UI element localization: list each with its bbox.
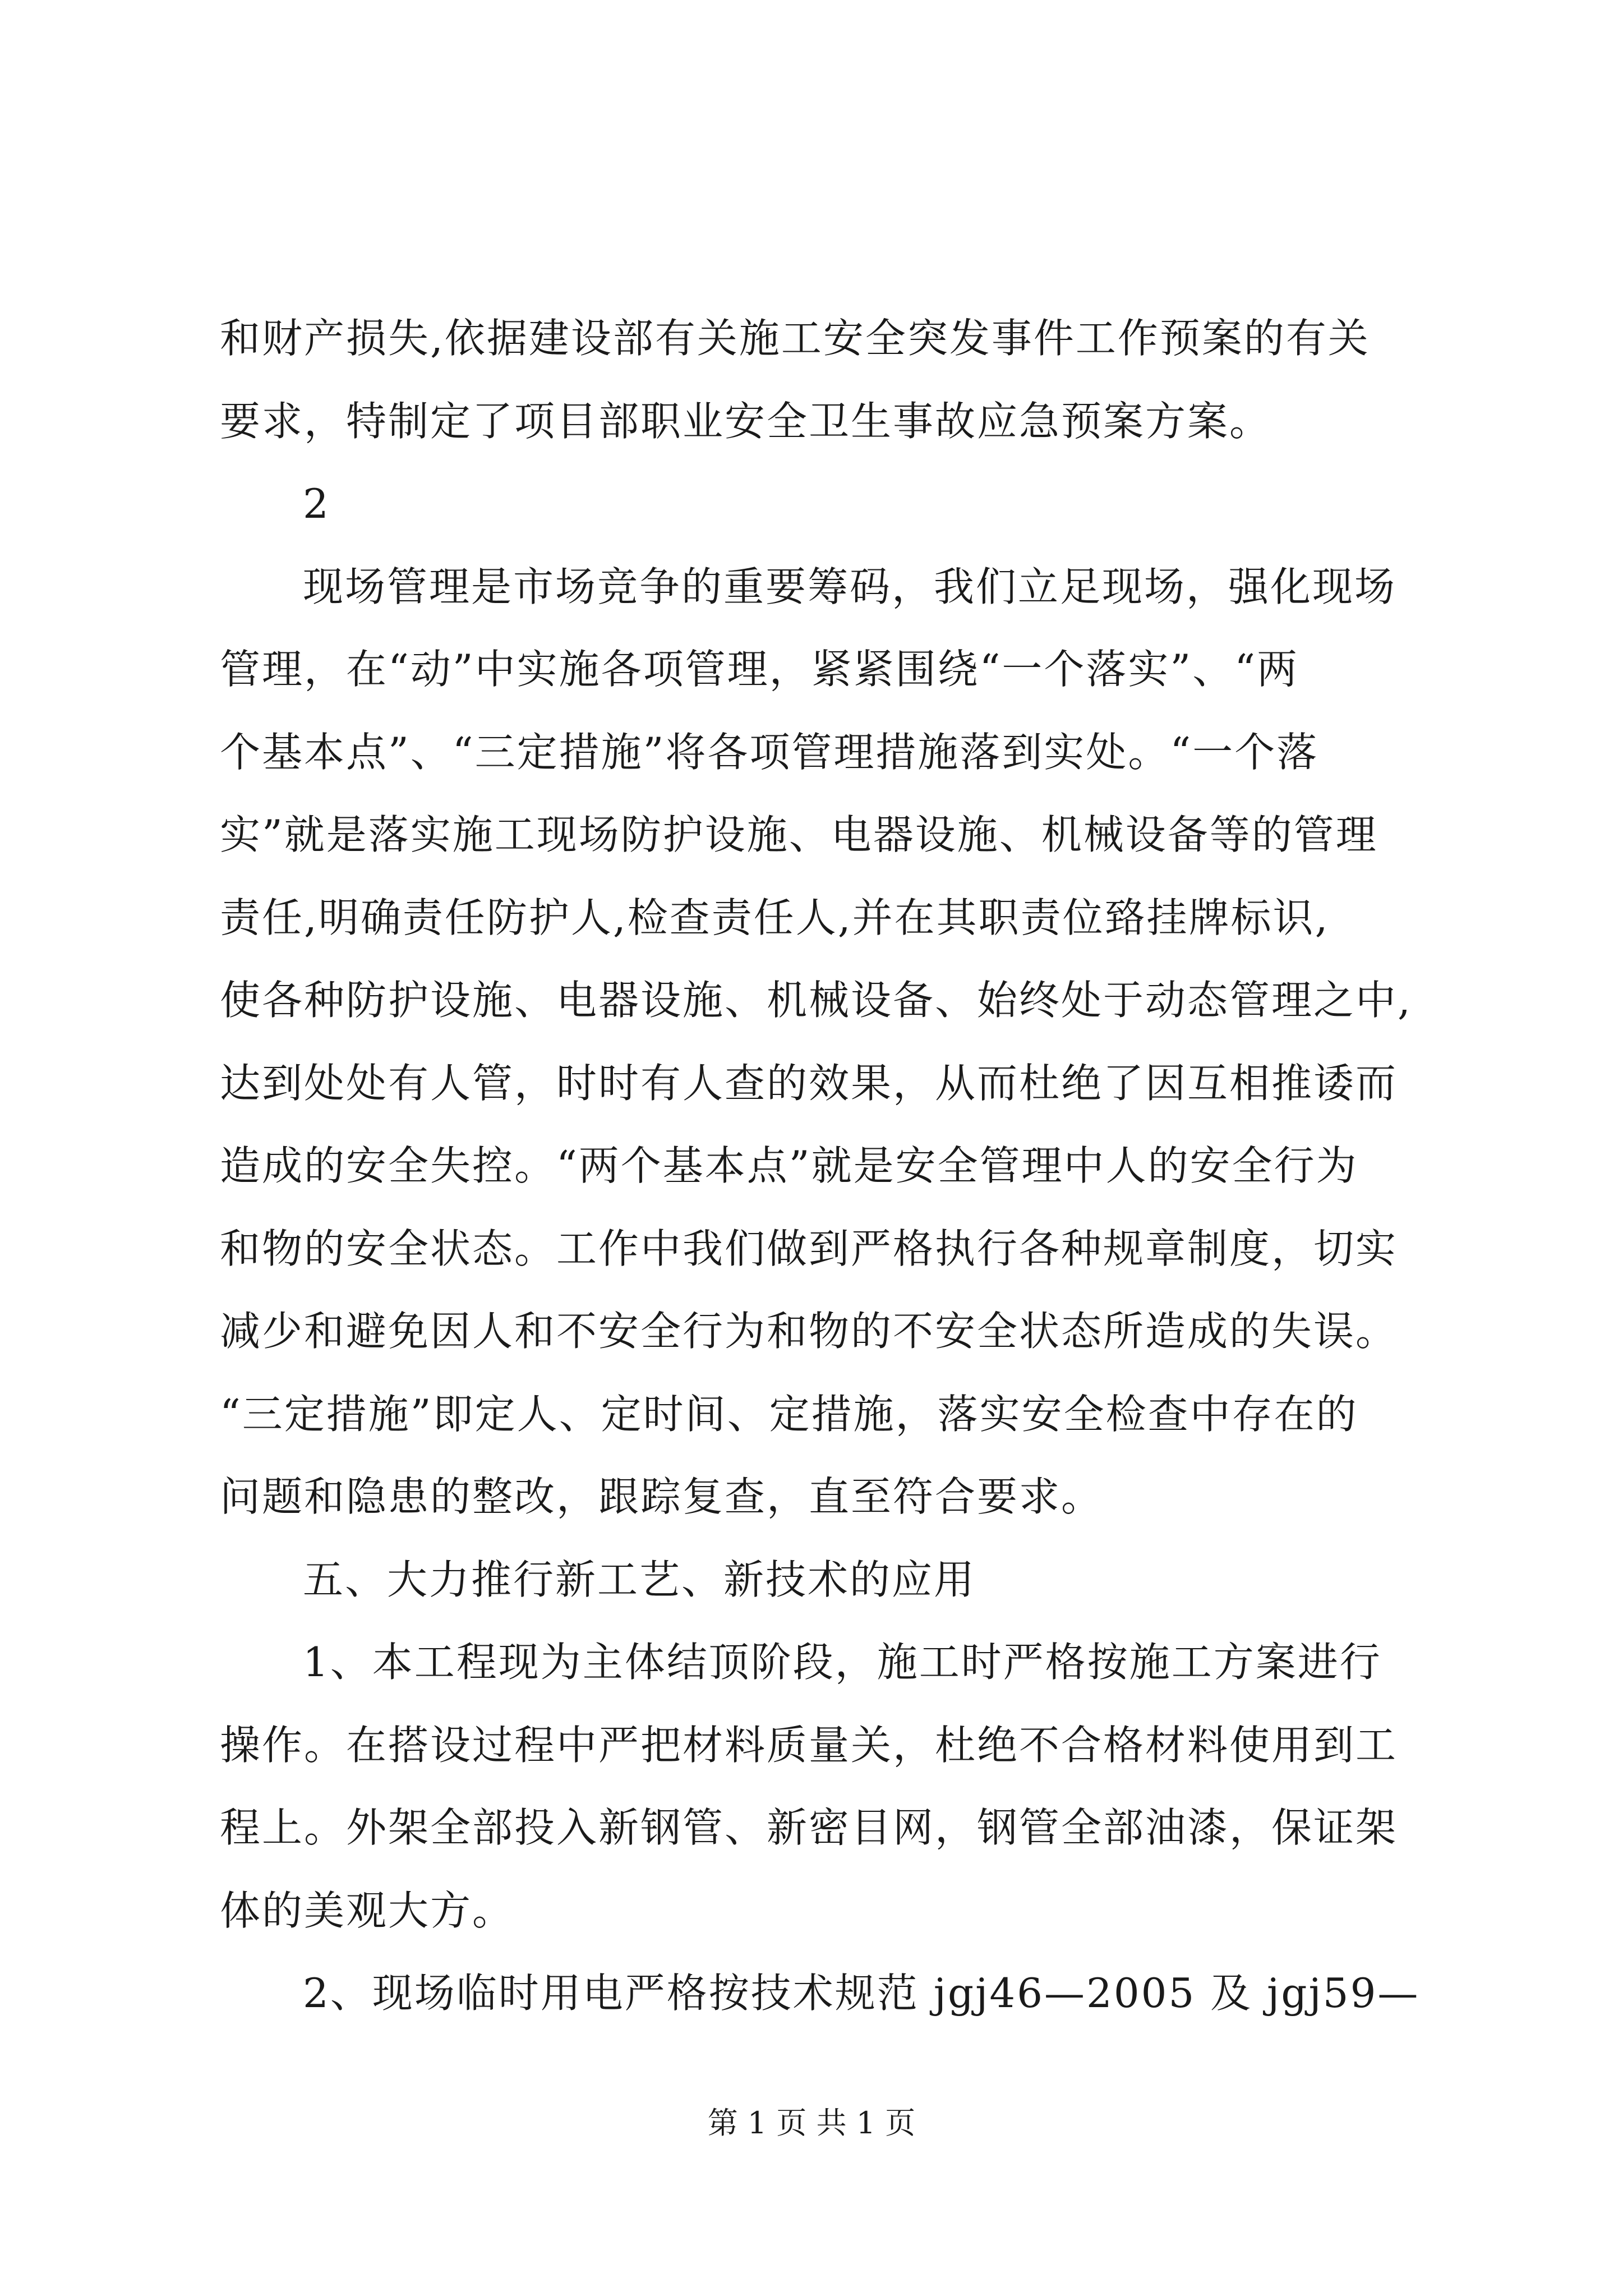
- text-line: 造成的安全失控。“两个基本点”就是安全管理中人的安全行为: [220, 1142, 1358, 1189]
- text-line: 个基本点”、“三定措施”将各项管理措施落到实处。“一个落: [220, 729, 1319, 776]
- text-line: 程上。外架全部投入新钢管、新密目网，钢管全部油漆，保证架: [220, 1804, 1398, 1851]
- paragraph-start-line: 2、现场临时用电严格按技术规范 jgj46—2005 及 jgj59—: [303, 1970, 1420, 2017]
- text-line: 使各种防护设施、电器设施、机械设备、始终处于动态管理之中,: [220, 977, 1412, 1024]
- text-line: 管理，在“动”中实施各项管理，紧紧围绕“一个落实”、“两: [220, 646, 1299, 693]
- text-line: 达到处处有人管，时时有人查的效果，从而杜绝了因互相推诿而: [220, 1060, 1398, 1107]
- text-line: 和财产损失,依据建设部有关施工安全突发事件工作预案的有关: [220, 315, 1370, 362]
- text-line: 减少和避免因人和不安全行为和物的不安全状态所造成的失误。: [220, 1308, 1398, 1355]
- paragraph-start-line: 1、本工程现为主体结顶阶段，施工时严格按施工方案进行: [303, 1639, 1382, 1686]
- paragraph-start-line: 现场管理是市场竞争的重要筹码，我们立足现场，强化现场: [303, 563, 1397, 610]
- section-heading: 五、大力推行新工艺、新技术的应用: [303, 1556, 976, 1603]
- text-line: 要求，特制定了项目部职业安全卫生事故应急预案方案。: [220, 398, 1272, 445]
- text-line: 问题和隐患的整改，跟踪复查，直至符合要求。: [220, 1473, 1104, 1520]
- page-footer: 第 1 页 共 1 页: [707, 2105, 916, 2141]
- text-line: 体的美观大方。: [220, 1887, 515, 1934]
- text-line: 操作。在搭设过程中严把材料质量关，杜绝不合格材料使用到工: [220, 1722, 1398, 1769]
- text-line: 责任,明确责任防护人,检查责任人,并在其职责位臵挂牌标识,: [220, 894, 1330, 941]
- text-line: “三定措施”即定人、定时间、定措施，落实安全检查中存在的: [220, 1391, 1358, 1438]
- text-line: 实”就是落实施工现场防护设施、电器设施、机械设备等的管理: [220, 811, 1378, 858]
- text-line: 和物的安全状态。工作中我们做到严格执行各种规章制度，切实: [220, 1225, 1398, 1272]
- section-number: 2: [303, 480, 330, 527]
